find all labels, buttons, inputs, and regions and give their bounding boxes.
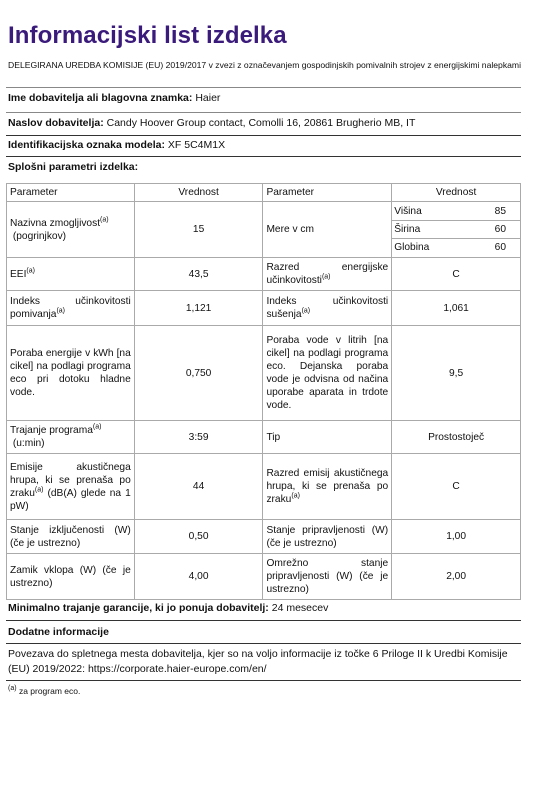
off-mode-value: 0,50 — [134, 520, 263, 554]
dimensions-label: Mere v cm — [263, 202, 392, 258]
additional-info-heading — [8, 626, 109, 638]
general-label: Splošni parametri izdelka: — [8, 161, 139, 173]
divider — [6, 643, 521, 644]
additional-label: Dodatne informacije — [8, 626, 109, 638]
energy-consumption-value: 0,750 — [134, 326, 263, 421]
energy-class-value: C — [392, 258, 521, 291]
supplier-value: Haier — [195, 92, 221, 104]
dimensions-cell — [392, 202, 521, 258]
table-row — [7, 421, 521, 454]
table-header-row — [7, 184, 521, 202]
type-value: Prostostoječ — [392, 421, 521, 454]
table-row — [7, 291, 521, 326]
additional-info-text: Povezava do spletnega mesta dobavitelja, kjer so na voljo informacije iz točke 6 Priloge II k Uredbi Komisije (EU) 2019/2022: https://corporate.haier-europe.com/en/ — [8, 648, 508, 675]
address-label: Naslov dobavitelja: — [8, 117, 104, 129]
table-row — [7, 520, 521, 554]
off-mode-label: Stanje izključenosti (W) (če je ustrezno) — [7, 520, 135, 554]
table-row — [7, 326, 521, 421]
warranty-label: Minimalno trajanje garancije, ki jo ponuja dobavitelj: — [8, 602, 269, 614]
footnote — [8, 686, 80, 696]
page-title: Informacijski list izdelka — [8, 22, 287, 49]
type-label: Tip — [263, 421, 392, 454]
supplier-label: Ime dobavitelja ali blagovna znamka: — [8, 92, 193, 104]
cleaning-index-value: 1,121 — [134, 291, 263, 326]
supplier-row — [8, 92, 220, 104]
divider — [6, 87, 521, 88]
model-label: Identifikacijska oznaka modela: — [8, 139, 165, 151]
divider — [6, 620, 521, 621]
duration-label: Trajanje programa$^{(a)}$ (u:min) — [7, 421, 135, 454]
height-label: Višina — [392, 203, 467, 221]
regulation-text: DELEGIRANA UREDBA KOMISIJE (EU) 2019/2017 v zvezi z označevanjem gospodinjskih pomivalnih strojev z energijskimi nalepkami — [8, 60, 521, 70]
noise-value: 44 — [134, 454, 263, 520]
divider — [6, 156, 521, 157]
warranty-row — [8, 602, 328, 614]
standby-value: 1,00 — [392, 520, 521, 554]
noise-label: Emisije akustičnega hrupa, ki se prenaša po zraku$^{(a)}$ (dB(A) glede na 1 pW) — [7, 454, 135, 520]
divider — [6, 135, 521, 136]
eei-value: 43,5 — [134, 258, 263, 291]
network-standby-label: Omrežno stanje pripravljenosti (W) (če je ustrezno) — [263, 554, 392, 600]
eei-label: EEI$^{(a)}$ — [7, 258, 135, 291]
capacity-value: 15 — [134, 202, 263, 258]
water-consumption-label: Poraba vode v litrih [na cikel] na podlagi programa eco. Dejanska poraba vode je odvisna od načina uporabe aparata in trdote vode. — [263, 326, 392, 421]
model-value: XF 5C4M1X — [167, 139, 226, 151]
water-consumption-value: 9,5 — [392, 326, 521, 421]
depth-label: Globina — [394, 242, 430, 253]
header-parameter: Parameter — [263, 184, 392, 202]
divider — [6, 112, 521, 113]
address-row — [8, 117, 415, 129]
table-row — [7, 454, 521, 520]
table-row — [7, 554, 521, 600]
table-row — [7, 202, 521, 258]
network-standby-value: 2,00 — [392, 554, 521, 600]
energy-consumption-label: Poraba energije v kWh [na cikel] na podlagi programa eco pri dotoku hladne vode. — [7, 326, 135, 421]
footnote-marker: (a) — [8, 685, 17, 693]
drying-index-label: Indeks učinkovitosti sušenja$^{(a)}$ — [263, 291, 392, 326]
capacity-label: Nazivna zmogljivost$^{(a)}$ (pogrinjkov) — [7, 202, 135, 258]
depth-value: 60 — [494, 242, 506, 253]
divider — [6, 680, 521, 681]
general-params-heading — [8, 161, 138, 173]
parameters-table — [6, 183, 521, 600]
table-row — [7, 258, 521, 291]
header-value: Vrednost — [392, 184, 521, 202]
drying-index-value: 1,061 — [392, 291, 521, 326]
warranty-value: 24 mesecev — [271, 602, 329, 614]
width-label: Širina — [392, 221, 467, 239]
standby-label: Stanje pripravljenosti (W) (če je ustrezno) — [263, 520, 392, 554]
header-value: Vrednost — [134, 184, 263, 202]
energy-class-label: Razred energijske učinkovitosti$^{(a)}$ — [263, 258, 392, 291]
footnote-text: za program eco. — [18, 686, 81, 696]
cleaning-index-label: Indeks učinkovitosti pomivanja$^{(a)}$ — [7, 291, 135, 326]
delay-start-label: Zamik vklopa (W) (če je ustrezno) — [7, 554, 135, 600]
noise-class-value: C — [392, 454, 521, 520]
height-value: 85 — [467, 203, 520, 221]
width-value: 60 — [467, 221, 520, 239]
delay-start-value: 4,00 — [134, 554, 263, 600]
duration-value: 3:59 — [134, 421, 263, 454]
header-parameter: Parameter — [7, 184, 135, 202]
noise-class-label: Razred emisij akustičnega hrupa, ki se prenaša po zraku$^{(a)}$ — [263, 454, 392, 520]
address-value: Candy Hoover Group contact, Comolli 16, 20861 Brugherio MB, IT — [106, 117, 416, 129]
model-row — [8, 139, 225, 151]
